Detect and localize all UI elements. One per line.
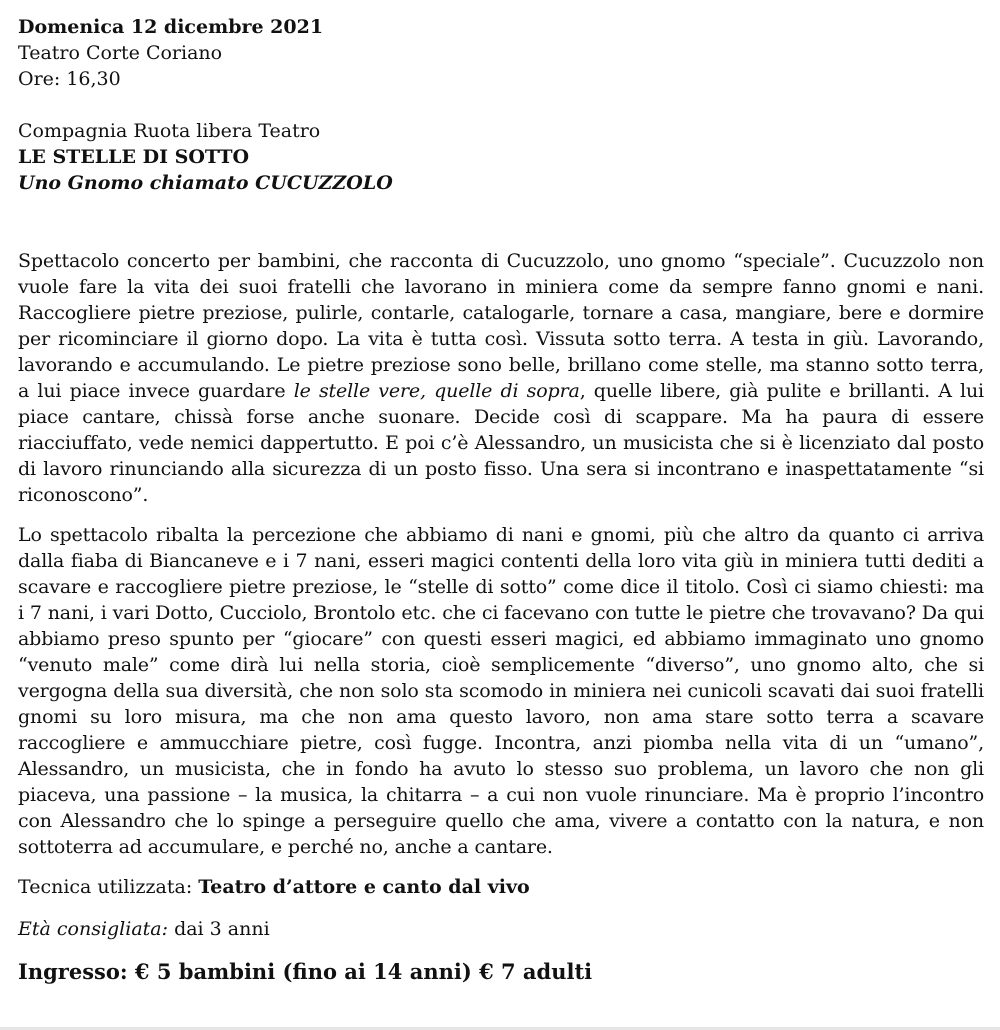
show-subtitle: Uno Gnomo chiamato CUCUZZOLO bbox=[18, 172, 393, 194]
technique-line bbox=[18, 874, 984, 900]
spacer bbox=[18, 196, 984, 248]
age-line bbox=[18, 916, 984, 942]
description-paragraph-1 bbox=[18, 248, 984, 508]
show-title: LE STELLE DI SOTTO bbox=[18, 146, 250, 168]
spacer bbox=[18, 92, 984, 118]
event-time: Ore: 16,30 bbox=[18, 68, 121, 90]
spacer bbox=[18, 942, 984, 958]
technique-value: Teatro d’attore e canto dal vivo bbox=[198, 876, 530, 898]
age-value: dai 3 anni bbox=[168, 918, 270, 940]
technique-label: Tecnica utilizzata: bbox=[18, 876, 199, 898]
description-emphasis: le stelle vere, quelle di sopra bbox=[293, 380, 580, 402]
event-date: Domenica 12 dicembre 2021 bbox=[18, 16, 324, 38]
price-line: Ingresso: € 5 bambini (fino ai 14 anni) € 7 adulti bbox=[18, 959, 593, 984]
spacer bbox=[18, 900, 984, 916]
document-page bbox=[18, 14, 984, 986]
age-label: Età consigliata: bbox=[18, 918, 169, 940]
description-text: , quelle libere, già pulite e brillanti. A lui piace cantare, chissà forse anche suonare. Decide così di scappare. Ma ha paura di essere riacciuffato, vede nemici dappertutto. E poi c’è Alessandro, un musicista che si è licenziato dal posto di lavoro rinunciando alla sicurezza di un posto fisso. Una sera si incontrano e inaspettatamente “si riconoscono”. bbox=[18, 380, 984, 506]
company-name: Compagnia Ruota libera Teatro bbox=[18, 120, 321, 142]
description-text: Spettacolo concerto per bambini, che racconta di Cucuzzolo, uno gnomo “speciale”. Cucuzzolo non vuole fare la vita dei suoi fratelli che lavorano in miniera come da sempre fanno gnomi e nani. Raccogliere pietre preziose, pulirle, contarle, catalogarle, tornare a casa, mangiare, bere e dormire per ricominciare il giorno dopo. La vita è tutta così. Vissuta sotto terra. A testa in giù. Lavorando, lavorando e accumulando. Le pietre preziose sono belle, brillano come stelle, ma stanno sotto terra, a lui piace invece guardare bbox=[18, 250, 984, 402]
event-venue: Teatro Corte Coriano bbox=[18, 42, 223, 64]
description-paragraph-2: Lo spettacolo ribalta la percezione che abbiamo di nani e gnomi, più che altro da quanto ci arriva dalla fiaba di Biancaneve e i 7 nani, esseri magici contenti della loro vita giù in miniera tutti dediti a scavare e raccogliere pietre preziose, le “stelle di sotto” come dice il titolo. Così ci siamo chiesti: ma i 7 nani, i vari Dotto, Cucciolo, Brontolo etc. che ci facevano con tutte le pietre che trovavano? Da qui abbiamo preso spunto per “giocare” con questi esseri magici, ed abbiamo immaginato uno gnomo “venuto male” come dirà lui nella storia, cioè semplicemente “diverso”, uno gnomo alto, che si vergogna della sua diversità, che non solo sta scomodo in miniera nei cunicoli scavati dai suoi fratelli gnomi su loro misura, ma che non ama questo lavoro, non ama stare sotto terra a scavare raccogliere e ammucchiare pietre, così fugge. Incontra, anzi piomba nella vita di un “umano”, Alessandro, un musicista, che in fondo ha avuto lo stesso suo problema, un lavoro che non gli piaceva, una passione – la musica, la chitarra – a cui non vuole rinunciare. Ma è proprio l’incontro con Alessandro che lo spinge a perseguire quello che ama, vivere a contatto con la natura, e non sottoterra ad accumulare, e perché no, anche a cantare. bbox=[18, 524, 984, 858]
